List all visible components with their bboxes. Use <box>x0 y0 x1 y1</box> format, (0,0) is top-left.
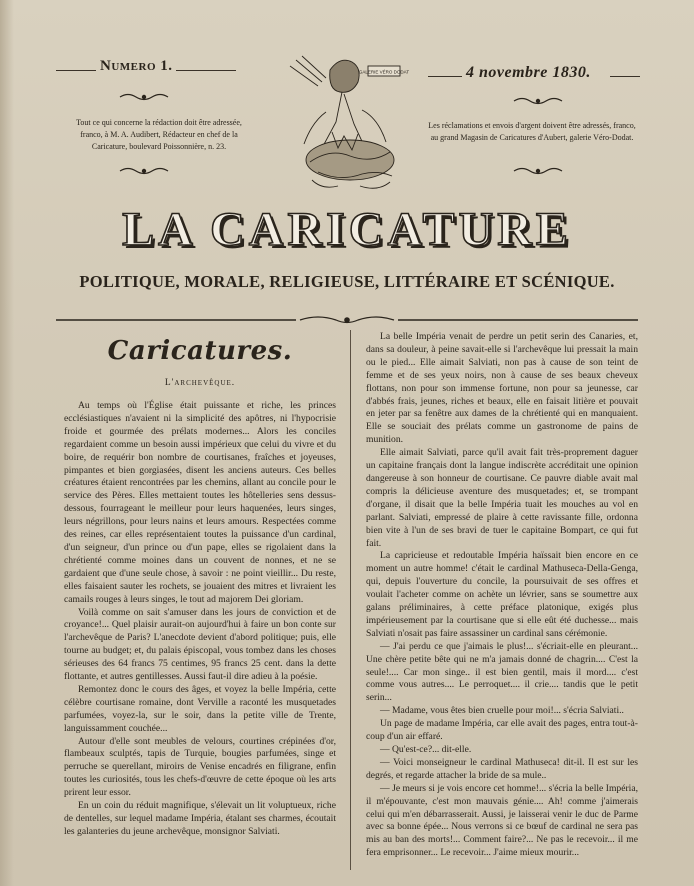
decorative-rule-icon <box>56 315 638 325</box>
paragraph: Un page de madame Impéria, car elle avait des pages, entra tout-à-coup d'un air effaré. <box>366 718 638 743</box>
article-heading: L'archevêque. <box>164 378 236 388</box>
engraving-vignette-icon <box>282 52 418 196</box>
article-column-right <box>366 331 638 860</box>
editorial-address-note: Tout ce qui concerne la rédaction doit être adressée, franco, à M. A. Audibert, Rédacteur en chef de la Caricature, boulevard Poissonnière, n. 23. <box>76 118 242 151</box>
article-column-left <box>64 400 336 839</box>
masthead-title: LA CARICATURE <box>122 203 572 256</box>
paragraph: — Qu'est-ce?... dit-elle. <box>380 744 472 755</box>
masthead-subtitle: POLITIQUE, MORALE, RELIGIEUSE, LITTÉRAIRE ET SCÉNIQUE. <box>79 272 615 291</box>
ornament-icon <box>512 96 564 106</box>
issue-number: Numero 1. <box>100 58 173 74</box>
column-divider <box>350 330 351 870</box>
paragraph: La belle Impéria venait de perdre un petit serin des Canaries, et, dans sa douleur, à peine savait-elle si l'archevêque lui pressait la main ou le pied... Elle aimait Salviati, non pas à cause de son teint de femme et de ses yeux noirs, non à cause de ses beaux cheveux flottans, non pour son immense fortune, non pour sa jeunesse, car d'abbés frais, jeunes, riches et beaux, elle en faisait litière et pouvait en jeter par sa fenêtre aux dames de la chrétienté qui en manquaient. Elle se souciait des prélats comme un gastronome de pains de munition. <box>366 331 638 446</box>
paragraph: En un coin du réduit magnifique, s'élevait un lit voluptueux, riche de dentelles, sur lequel madame Impéria, étalant ses charmes, écoutait les galanteries du jeune archevêque, monsignor Salviati. <box>64 800 336 837</box>
ornament-icon <box>118 92 170 102</box>
paragraph: Elle aimait Salviati, parce qu'il avait fait très-proprement daguer un capitaine français dont la langue indiscrète accréditait une opinion dangereuse à son honneur de courtisane. Ce pauvre diable avait mal compris la délicieuse aventure des musquetades; et, se trompant d'organe, il disait que la belle Impéria tuait les mouches au vol en parlant. Salviati, empressé de plaire à cette ravissante fille, ordonna bien vite à l'un de ses bravi de tuer le capitaine Bompart, ce qui fut fait. <box>366 447 638 549</box>
paragraph: Voilà comme on sait s'amuser dans les jours de conviction et de croyance!... Quel plaisir aurait-on aujourd'hui à faire un bon conte sur l'archevêque de Paris? L'anecdote devient d'abord politique; puis, elle tourne au budget; et, du palais épiscopal, vous tombez dans les choses sérieuses des 64 francs 75 centimes, 95 francs 25 cent. dans la dette flottante, et autres gentillesses. Aussi faut-il dire adieu à la poésie. <box>64 606 336 683</box>
paragraph: La capricieuse et redoutable Impéria haïssait bien encore en ce moment un autre homme! c'était le cardinal Mathuseca-Della-Genga, qui, depuis l'ouverture du concile, la poursuivait de ses offres et voulait l'acheter comme on achète un lévrier, sans se soumettre aux galans préliminaires, à cette préface platonique, exigés plus impérieusement par la courtisane que si elle eût été duchesse... mais Salviati n'osait pas faire assassiner un cardinal sans cérémonie. <box>366 550 638 639</box>
paragraph: — Voici monseigneur le cardinal Mathuseca! dit-il. Il est sur les degrés, et regarde attacher la bride de sa mule.. <box>366 756 638 781</box>
subscription-address-note: Les réclamations et envois d'argent doivent être adressés, franco, au grand Magasin de Caricatures d'Aubert, galerie Véro-Dodat. <box>428 121 636 142</box>
header-rule-right-b <box>610 76 640 77</box>
vignette-caption: GALERIE VÉRO DODAT <box>358 69 410 75</box>
section-title: Caricatures. <box>107 336 293 366</box>
ornament-icon <box>512 166 564 176</box>
ornament-icon <box>118 166 170 176</box>
paragraph: — Je meurs si je vois encore cet homme!... s'écria la belle Impéria, il m'épouvante, c'est mon mauvais génie.... Ah! comme j'aimerais celui qui m'en débarrasserait. Aussi, je laisserai venir le duc de Parme avec sa bonne épée... Nous verrons si ce bœuf de cardinal ne sera pas mis au ban des morts!... Comment faire?... Ne pas le recevoir... il me fera emprisonner... Le recevoir... J'aime mieux mourir... <box>366 782 638 859</box>
paragraph: Au temps où l'Église était puissante et riche, les princes ecclésiastiques n'avaient ni la simplicité des apôtres, ni l'hypocrisie froide et gourmée des prélats modernes... Alors les conciles regardaient comme un besoin aussi impérieux que celui du vivre et du boire, de requérir bon nombre de courtisanes, fraîches et joyeuses, pimpantes et bien gorgiasées, disent les anciens auteurs. Ces belles créatures étaient rencontrées par les chemins, allant au concile pour le service des Pères. Elles mettaient toutes les hôtelleries sens dessus-dessous, fourrageant le meilleur pour leurs haquenées, leurs singes, leurs négrillons, pour leurs nains et leurs amours. Respectées comme des reines, car elles représentaient toutes la puissance d'un cardinal, d'un seigneur, d'un prince ou d'un pape, elles se rigolaient dans la chrétienté comme moines dans un couvent de nonnes, et ne se gardaient que d'une seule chose, à savoir : ne point vieillir... Du reste, elles faisaient sauter les rochets, se jouaient des mitres et livraient les camails rouges à leurs singes, le tout ad majorem Dei gloriam. <box>64 400 336 605</box>
paragraph: Autour d'elle sont meubles de velours, courtines crépinées d'or, flambeaux sculptés, tapis de Turquie, bougies parfumées, singe et perruche se querellant, miroirs de Venise encadrés en filigrane, enfin toutes les curiosités, tous les chefs-d'œuvre de cette époque où les arts prirent leur essor. <box>64 735 336 799</box>
header-rule-right-a <box>428 76 462 77</box>
header-rule-left-a <box>56 70 96 71</box>
paragraph: — Madame, vous êtes bien cruelle pour moi!... s'écria Salviati.. <box>380 705 624 717</box>
header-rule-left-b <box>176 70 236 71</box>
paragraph: Remontez donc le cours des âges, et voyez la belle Impéria, cette célèbre courtisane romaine, dont Verville a raconté les musquetades parfumées, voyez-la, sur le soir, dans la petite ville de Trente, languissamment couchée... <box>64 683 336 734</box>
page-edge-shadow <box>0 0 14 886</box>
paragraph: — J'ai perdu ce que j'aimais le plus!... s'écriait-elle en pleurant... Une chère petite bête qui ne m'a jamais donné de chagrin.... C'est la seule!.... Car mon singe.. il est bien gentil, mais il mord.... c'est comme vous autres.... Le perroquet.... il crie.... tandis que le petit serin... <box>366 640 638 704</box>
issue-date: 4 novembre 1830. <box>466 64 591 81</box>
